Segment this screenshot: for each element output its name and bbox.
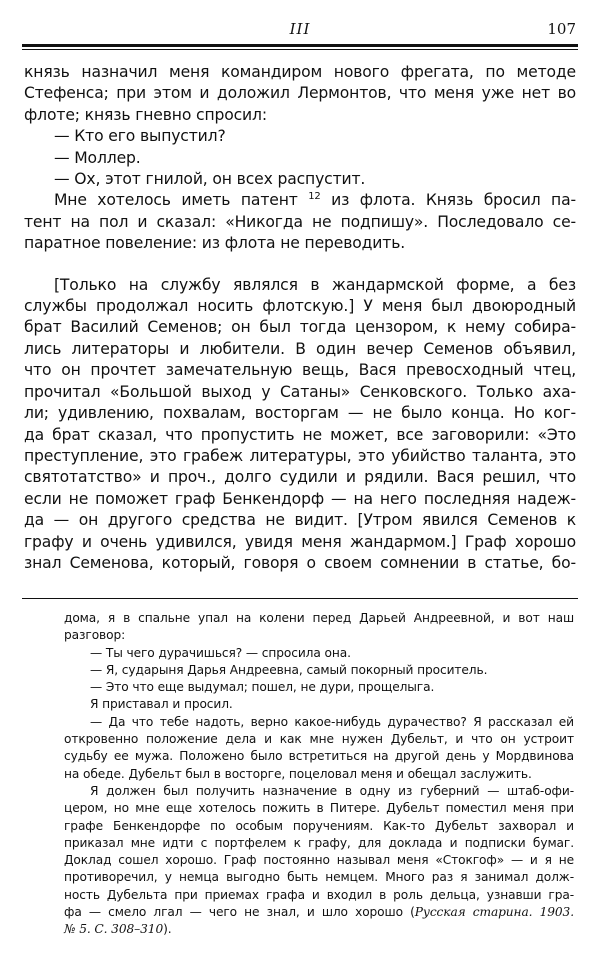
footnote-dialogue-line: — Ты чего дурачишься? — спросила она. xyxy=(90,645,351,660)
footnote-line: приказал мне идти с портфелем к графу, для доклада и подписки бумаг. xyxy=(64,835,574,850)
text-line: да брат сказал, что пропустить не может, все заговорили: «Это xyxy=(24,425,576,444)
text-line: что он прочтет замечательную вещь, Вася превосходный чтец, xyxy=(24,361,576,380)
text-line xyxy=(24,190,576,211)
footnote-marker: 12 xyxy=(308,191,321,203)
text-segment: из флота. Князь бросил па- xyxy=(320,191,576,210)
footnote-dialogue-line: — Я, сударыня Дарья Андреевна, самый покорный проситель. xyxy=(90,662,488,677)
main-text xyxy=(24,62,576,574)
text-line: паратное повеление: из флота не переводить. xyxy=(24,234,406,253)
footnote-line: дома, я в спальне упал на колени перед Дарьей Андреевной, и вот наш xyxy=(64,611,574,625)
text-line: князь назначил меня командиром нового фрегата, по методе xyxy=(24,63,576,81)
footnote-dialogue-line: — Это что еще выдумал; пошел, не дури, прощелыга. xyxy=(90,680,435,695)
text-line: службы продолжал носить флотскую.] У меня был двоюродный xyxy=(24,297,576,316)
footnote-line: на обеде. Дубельт был в восторге, поцеловал меня и обещал заслужить. xyxy=(64,766,532,781)
dialogue-line: — Ох, этот гнилой, он всех распустит. xyxy=(54,170,366,189)
page-header xyxy=(22,20,578,38)
dialogue-line: — Кто его выпустил? xyxy=(54,127,226,146)
header-rule-thin xyxy=(22,49,578,50)
footnote-line: откровенно положение дела и как мне нужен Дубельт, и что он устроит xyxy=(64,732,574,747)
text-line: брат Василий Семенов; он был тогда цензором, к нему собира- xyxy=(24,318,576,337)
text-line: тент на пол и сказал: «Никогда не подпишу». Последовало се- xyxy=(24,212,576,231)
text-segment: ). xyxy=(163,922,172,937)
footnote xyxy=(64,610,574,939)
paragraph-3 xyxy=(24,275,576,575)
text-segment: Мне хотелось иметь патент xyxy=(54,191,298,210)
text-line: прочитал «Большой выход у Сатаны» Сенковского. Только аха- xyxy=(24,382,576,401)
text-line: да — он другого средства не видит. [Утром явился Семенов к xyxy=(24,511,576,530)
header-rule-thick xyxy=(22,44,578,47)
footnote-dialogue-line: Я приставал и просил. xyxy=(90,697,233,712)
footnote-line xyxy=(64,904,574,921)
text-line: знал Семенова, который, говоря о своем сомнении в статье, бо- xyxy=(24,553,576,572)
text-line: лись литераторы и любители. В один вечер Семенов объявил, xyxy=(24,339,576,358)
text-line: графу и очень удивился, увидя меня жандармом.] Граф хорошо xyxy=(24,532,576,551)
page-number: 107 xyxy=(547,20,576,38)
text-line: ли; удивлению, похвалам, восторгам — не было конца. Но ког- xyxy=(24,404,576,423)
footnote-line: Я должен был получить назначение в одну из губерний — штаб-офи- xyxy=(90,783,574,798)
text-line: флоте; князь гневно спросил: xyxy=(24,105,267,124)
footnote-line: судьбу ее мужа. Положено было встретиться на другой день у Мордвинова xyxy=(64,749,574,764)
text-line: преступление, это грабеж литературы, это убийство таланта, это xyxy=(24,446,576,465)
dialogue-line: — Моллер. xyxy=(54,148,141,167)
text-line: если не поможет граф Бенкендорф — на него последняя надеж- xyxy=(24,489,576,508)
footnote-line: ность Дубельта при приемах графа и входил в роль дельца, узнавши гра- xyxy=(64,887,574,902)
footnote-line: Доклад сошел хорошо. Граф постоянно называл меня «Стокгоф» — и я не xyxy=(64,853,574,868)
text-line: Стефенса; при этом и доложил Лермонтов, что меня уже нет во xyxy=(24,84,576,103)
citation: Русская старина. 1903. xyxy=(414,905,574,920)
footnote-rule xyxy=(22,598,578,599)
text-segment: фа — смело лгал — чего не знал, и шло хорошо ( xyxy=(64,905,415,920)
citation: № 5. С. 308–310 xyxy=(64,922,164,937)
footnote-line xyxy=(64,921,574,938)
footnote-line: цером, но мне еще хотелось пожить в Питере. Дубельт поместил меня при xyxy=(64,801,574,816)
text-line: [Только на службу являлся в жандармской форме, а без xyxy=(54,275,576,294)
footnote-line: разговор: xyxy=(64,628,126,643)
text-line: святотатство» и проч., долго судили и рядили. Вася решил, что xyxy=(24,468,576,487)
running-title: III xyxy=(289,20,311,38)
footnote-line: графе Бенкендорфе по особым поручениям. Как-то Дубельт захворал и xyxy=(64,818,574,833)
footnote-line: противоречил, у немца выгодно быть немцем. Много раз я занимал долж- xyxy=(64,870,574,885)
footnote-line: — Да что тебе надоть, верно какое-нибудь дурачество? Я рассказал ей xyxy=(90,714,574,729)
dialogue xyxy=(24,126,576,190)
paragraph-1 xyxy=(24,62,576,126)
paragraph-2 xyxy=(24,190,576,254)
